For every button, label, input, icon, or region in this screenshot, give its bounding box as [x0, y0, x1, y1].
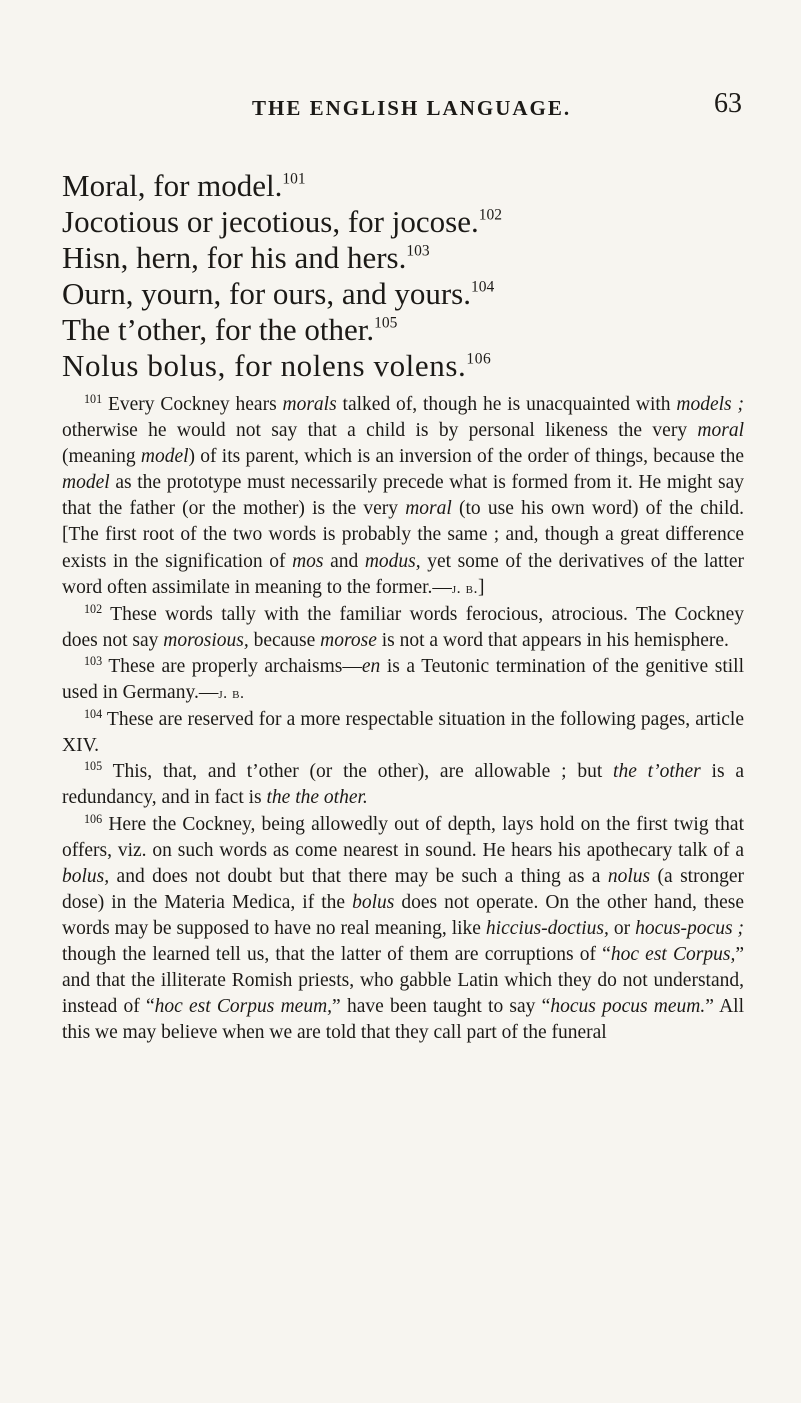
list-item: Moral, for model.$^{101}$ — [62, 168, 306, 203]
footnote-number: 105 — [84, 759, 103, 774]
footnote-ref: 106 — [466, 350, 492, 368]
footnotes — [62, 392, 744, 1046]
footnote-105: $^{105}$ This, that, and t’other (or the other), are allowable ; but the t’other is a redundancy, and in fact is the the other. — [62, 759, 744, 809]
footnote-102: $^{102}$ These words tally with the familiar words ferocious, atrocious. The Cockney does not say morosious, because morose is not a word that appears in his hemisphere. — [62, 601, 744, 651]
signature: j. b. — [451, 579, 479, 597]
footnote-number: 101 — [84, 391, 103, 406]
footnote-number: 106 — [84, 811, 103, 826]
footnote-ref: 101 — [282, 170, 306, 188]
footnote-103: $^{103}$ These are properly archaisms—en is a Teutonic termination of the genitive still used in Germany.—j. b. — [62, 653, 744, 704]
footnote-ref: 102 — [478, 206, 502, 224]
footnote-ref: 103 — [406, 242, 430, 260]
footnote-number: 103 — [84, 653, 103, 668]
word-list — [62, 168, 742, 384]
footnote-number: 104 — [84, 706, 103, 721]
signature: j. b. — [218, 685, 245, 703]
footnote-ref: 105 — [374, 314, 398, 332]
list-item: Nolus bolus, for nolens volens.$^{106}$ — [62, 348, 492, 383]
list-item: The t’other, for the other.$^{105}$ — [62, 312, 398, 347]
list-item: Hisn, hern, for his and hers.$^{103}$ — [62, 240, 430, 275]
footnote-number: 102 — [84, 601, 103, 616]
running-head — [60, 88, 742, 128]
running-title: THE ENGLISH LANGUAGE. — [252, 96, 572, 120]
list-item: Ourn, yourn, for ours, and yours.$^{104}$ — [62, 276, 495, 311]
footnote-106: $^{106}$ Here the Cockney, being allowedly out of depth, lays hold on the first twig that offers, viz. on such words as come nearest in sound. He hears his apothecary talk of a bolus, and does not doubt but that there may be such a thing as a nolus (a stronger dose) in the Materia Medica, if the bolus does not operate. On the other hand, these words may be supposed to have no real meaning, like hiccius-doctius, or hocus-pocus ; though the learned tell us, that the latter of them are corruptions of “hoc est Corpus,” and that the illiterate Romish priests, who gabble Latin which they do not understand, instead of “hoc est Corpus meum,” have been taught to say “hocus pocus meum.” All this we may believe when we are told that they call part of the funeral — [62, 811, 745, 1044]
footnote-101: $^{101}$ Every Cockney hears morals talked of, though he is unacquainted with models ; otherwise he would not say that a child is by personal likeness the very moral (meaning model) of its parent, which is an inversion of the order of things, because the model as the prototype must necessarily precede what is formed from it. He might say that the father (or the mother) is the very moral (to use his own word) of the child. [The first root of the two words is probably the same ; and, though a great difference exists in the signification of mos and modus, yet some of the derivatives of the latter word often assimilate in meaning to the former.—j. b.] — [62, 391, 745, 598]
list-item: Jocotious or jecotious, for jocose.$^{102}$ — [62, 204, 502, 239]
footnote-104: $^{104}$ These are reserved for a more respectable situation in the following pages, article XIV. — [62, 706, 744, 757]
footnote-ref: 104 — [470, 278, 495, 296]
page-number: 63 — [714, 88, 742, 119]
